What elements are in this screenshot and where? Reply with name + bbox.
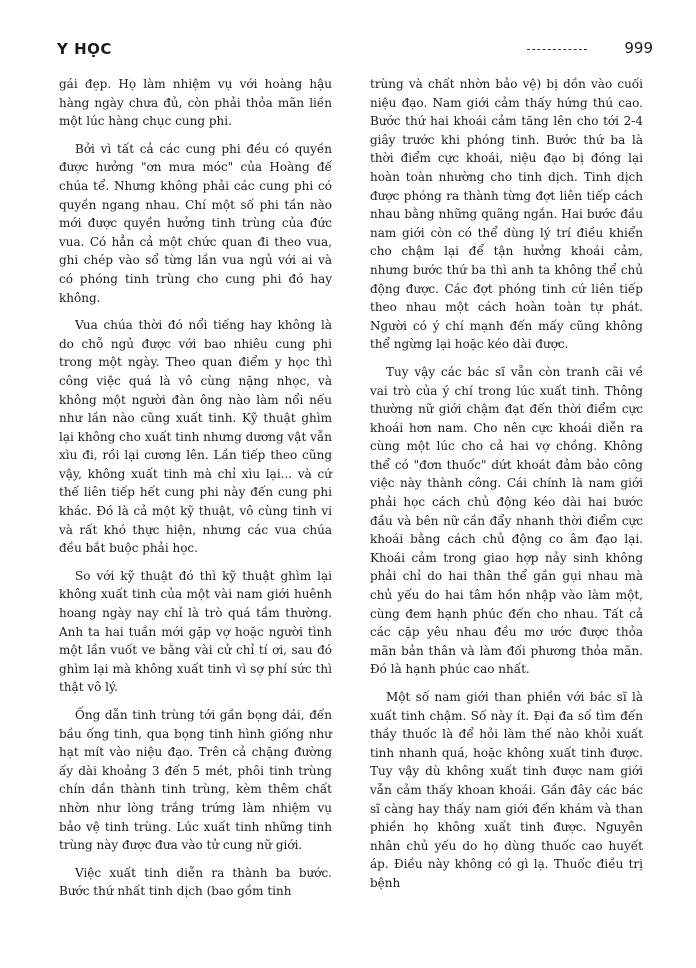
right-column [370,75,643,902]
paragraph: Ống dẫn tinh trùng tới gần bọng dái, đến bầu ống tinh, qua bọng tinh hình giống như hạt mít vào niệu đạo. Trên cả chặng đường ấy dài khoảng 3 đến 5 mét, phôi tinh trùng chín dần thành tinh trùng, kèm thêm chất nhờn như lòng trắng trứng làm nhiệm vụ bảo vệ tinh trùng. Lúc xuất tinh những tinh trùng này được đưa vào tử cung nữ giới. [59,708,332,853]
paragraph: Bởi vì tất cả các cung phi đều có quyền được hưởng "ơn mưa móc" của Hoàng đế chúa tể. Nhưng không phải các cung phi có quyền ngang nhau. Chí một số phi tần nào mới được quyền hưởng tinh trùng của đức vua. Có hẳn cả một chức quan đi theo vua, ghi chép vào sổ từng lần vua ngủ với ai và có phóng tinh trùng cho cung phi đó hay không. [59,141,332,305]
paragraph: So với kỹ thuật đó thì kỹ thuật ghìm lại không xuất tinh của một vài nam giới huênh hoang ngày nay chỉ là trò quá tầm thường. Anh ta hai tuần mới gặp vợ hoặc người tình một lần vuốt ve bằng vài cử chỉ tí ơi, sau đó ghìm lại mà không xuất tinh vì sợ phí sức thì thật vô lý. [59,568,332,695]
paragraph: Tuy vậy các bác sĩ vẫn còn tranh cãi về vai trò của ý chí trong lúc xuất tinh. Thông thường nữ giới chậm đạt đến thời điểm cực khoái hơn nam. Cho nên cực khoái diễn ra cùng một lúc cho cả hai vợ chồng. Không thể có "đơn thuốc" dứt khoát đảm bảo công việc này thành công. Cái chính là nam giới phải học cách chủ động kéo dài hai bước đầu và bên nữ cần đẩy nhanh thời điểm cực khoái bằng cách chủ động co âm đạo lại. Khoái cảm trong giao hợp nảy sinh không phải chỉ do hai thân thể gần gụi nhau mà chủ yếu do hai tâm hồn nhập vào làm một, cùng đem hạnh phúc đến cho nhau. Tất cả các cặp yêu nhau đều mơ ước được thỏa mãn bản thân và làm đối phương thỏa mãn. Đó là hạnh phúc cao nhất. [370,364,643,677]
left-column [59,75,332,910]
paragraph: gái đẹp. Họ làm nhiệm vụ với hoàng hậu hàng ngày chưa đủ, còn phải thỏa mãn liền một lúc hàng chục cung phi. [59,77,332,129]
section-title: Y HỌC [57,40,112,58]
paragraph: Vua chúa thời đó nổi tiếng hay không là do chỗ ngủ được với bao nhiêu cung phi trong một ngày. Theo quan điểm y học thì công việc quá là vô cùng nặng nhọc, và không một người đàn ông nào làm nổi nếu như lần nào cũng xuất tinh. Kỹ thuật ghìm lại không cho xuất tinh nhưng dương vật vẫn xìu đi, rồi lại cương lên. Lần tiếp theo cũng vậy, không xuất tinh mà chỉ xìu lại... và cứ thế liên tiếp hết cung phi này đến cung phi khác. Đó là cả một kỹ thuật, vô cùng tinh vi và rất khó thực hiện, nhưng các vua chúa đều bắt buộc phải học. [59,318,332,556]
header-rule [527,49,587,50]
page-header [57,40,653,64]
paragraph: Việc xuất tinh diễn ra thành ba bước. Bước thứ nhất tinh dịch (bao gồm tinh [59,865,332,899]
page-number: 999 [624,39,653,57]
paragraph: trùng và chất nhờn bảo vệ) bị dồn vào cuối niệu đạo. Nam giới cảm thấy hứng thú cao. Bước thứ hai khoái cảm tăng lên cho tới 2-4 giây trước khi phóng tinh. Bước thứ ba là thời điểm cực khoái, niệu đạo bị đóng lại hoàn toàn nhường cho tinh dịch. Tinh dịch được phóng ra thành từng đợt liên tiếp cách nhau bằng những quãng ngắn. Hai bước đầu nam giới còn có thể dùng lý trí điều khiển cho chậm lại để tận hưởng khoái cảm, nhưng bước thứ ba thì anh ta không thể chủ động được. Các đợt phóng tinh cứ liên tiếp theo nhau một cách hoàn toàn tự phát. Người có ý chí mạnh đến mấy cũng không thể ngừng lại hoặc kéo dài được. [370,77,643,352]
paragraph: Một số nam giới than phiền với bác sĩ là xuất tinh chậm. Số này ít. Đại đa số tìm đến thầy thuốc là để hỏi làm thế nào khỏi xuất tinh nhanh quá, hoặc không xuất tinh được. Tuy vậy dù không xuất tinh được nam giới vẫn cảm thấy khoan khoái. Gần đây các bác sĩ càng hay thấy nam giới đến khám và than phiền họ không xuất tinh được. Nguyên nhân chủ yếu do họ dùng thuốc cao huyết áp. Điều này không có gì lạ. Thuốc điều trị bệnh [370,690,643,890]
